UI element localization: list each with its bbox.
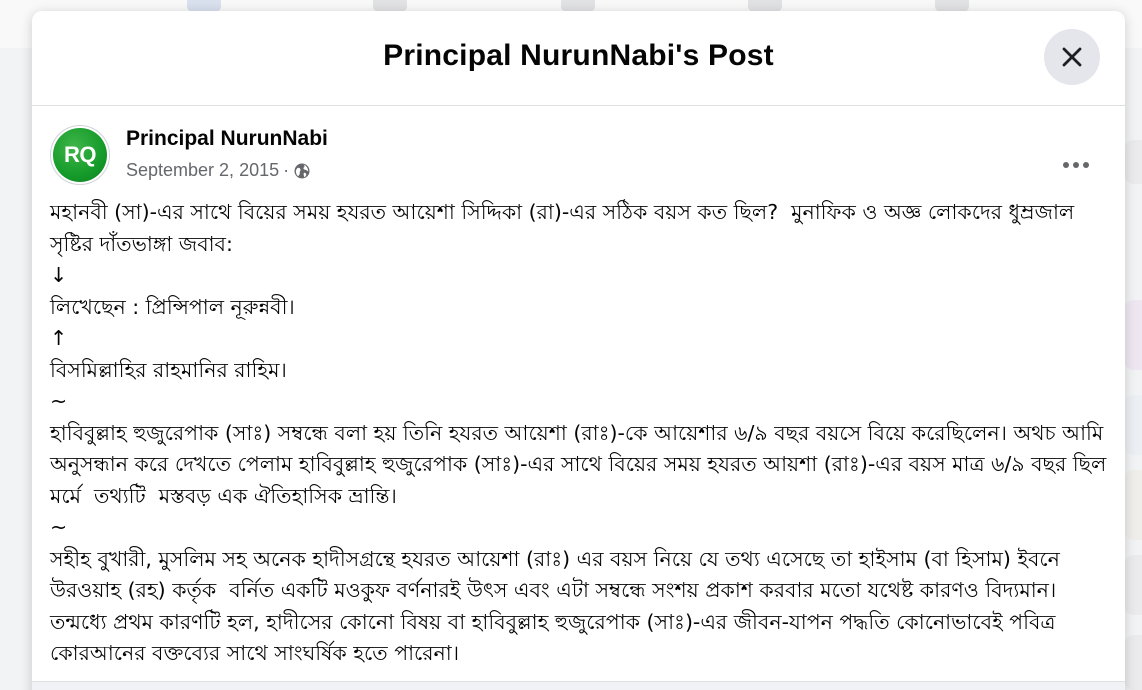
avatar-logo: RQ [53,128,107,182]
more-options-button[interactable] [1058,147,1094,183]
avatar[interactable] [50,125,110,185]
post-paragraph: হাবিবুল্লাহ হুজুরেপাক (সাঃ) সম্বন্ধে বলা হয় তিনি হযরত আয়েশা (রাঃ)-কে আয়েশার ৬/৯ বছর বয়সে বিয়ে করেছিলেন। অথচ আমি অনুসন্ধান করে দেখতে পেলাম হাবিবুল্লাহ হুজুরেপাক (সাঃ)-এর সাথে বিয়ের সময় হযরত আয়শা (রাঃ)-এর বয়স মাত্র ৬/৯ বছর ছিল মর্মে তথ্যটি মস্তবড় এক ঐতিহাসিক ভ্রান্তি। [50,420,1113,508]
modal-header [32,11,1125,106]
post-modal [32,11,1125,690]
post-paragraph: বিসমিল্লাহির রাহমানির রাহিম। [50,357,287,382]
modal-scroll-edge [32,681,1125,690]
post-paragraph: ~ [50,515,68,539]
globe-icon [293,162,311,180]
post-paragraph: মহানবী (সা)-এর সাথে বিয়ের সময় হযরত আয়েশা সিদ্দিকা (রা)-এর সঠিক বয়স কত ছিল? মুনাফিক ও অজ্ঞ লোকদের ধুম্রজাল সৃষ্টির দাঁতভাঙ্গা জবাব: [50,200,1081,256]
close-button[interactable] [1044,29,1100,85]
post-paragraph: লিখেছেন : প্রিন্সিপাল নূরুন্নবী। [50,294,295,319]
meta-separator: · [283,160,290,180]
post-text [50,197,1113,670]
post-paragraph: ↓ [50,263,68,287]
post-header [50,125,1110,187]
author-name[interactable]: Principal NurunNabi [126,127,328,150]
post-date[interactable]: September 2, 2015 [126,160,280,180]
post-paragraph: ↑ [50,326,68,350]
post-paragraph: সহীহ বুখারী, মুসলিম সহ অনেক হাদীসগ্রন্থে হযরত আয়েশা (রাঃ) এর বয়স নিয়ে যে তথ্য এসেছে তা হাইসাম (বা হিসাম) ইবনে উরওয়াহ (রহ) কর্তৃক বর্নিত একটি মওকুফ বর্ণনারই উৎস এবং এটা সম্বন্ধে সংশয় প্রকাশ করবার মতো যথেষ্ট কারণও বিদ্যমান। তন্মধ্যে প্রথম কারণটি হল, হাদীসের কোনো বিষয় বা হাবিবুল্লাহ হুজুরেপাক (সাঃ)-এর জীবন-যাপন পদ্ধতি কোনোভাবেই পবিত্র কোরআনের বক্তব্যের সাথে সাংঘর্ষিক হতে পারেনা। [50,546,1080,665]
modal-title: Principal NurunNabi's Post [383,39,774,72]
post-meta [126,160,311,181]
more-options-icon [1062,161,1090,169]
close-icon [1060,45,1084,69]
post-paragraph: ~ [50,389,68,413]
